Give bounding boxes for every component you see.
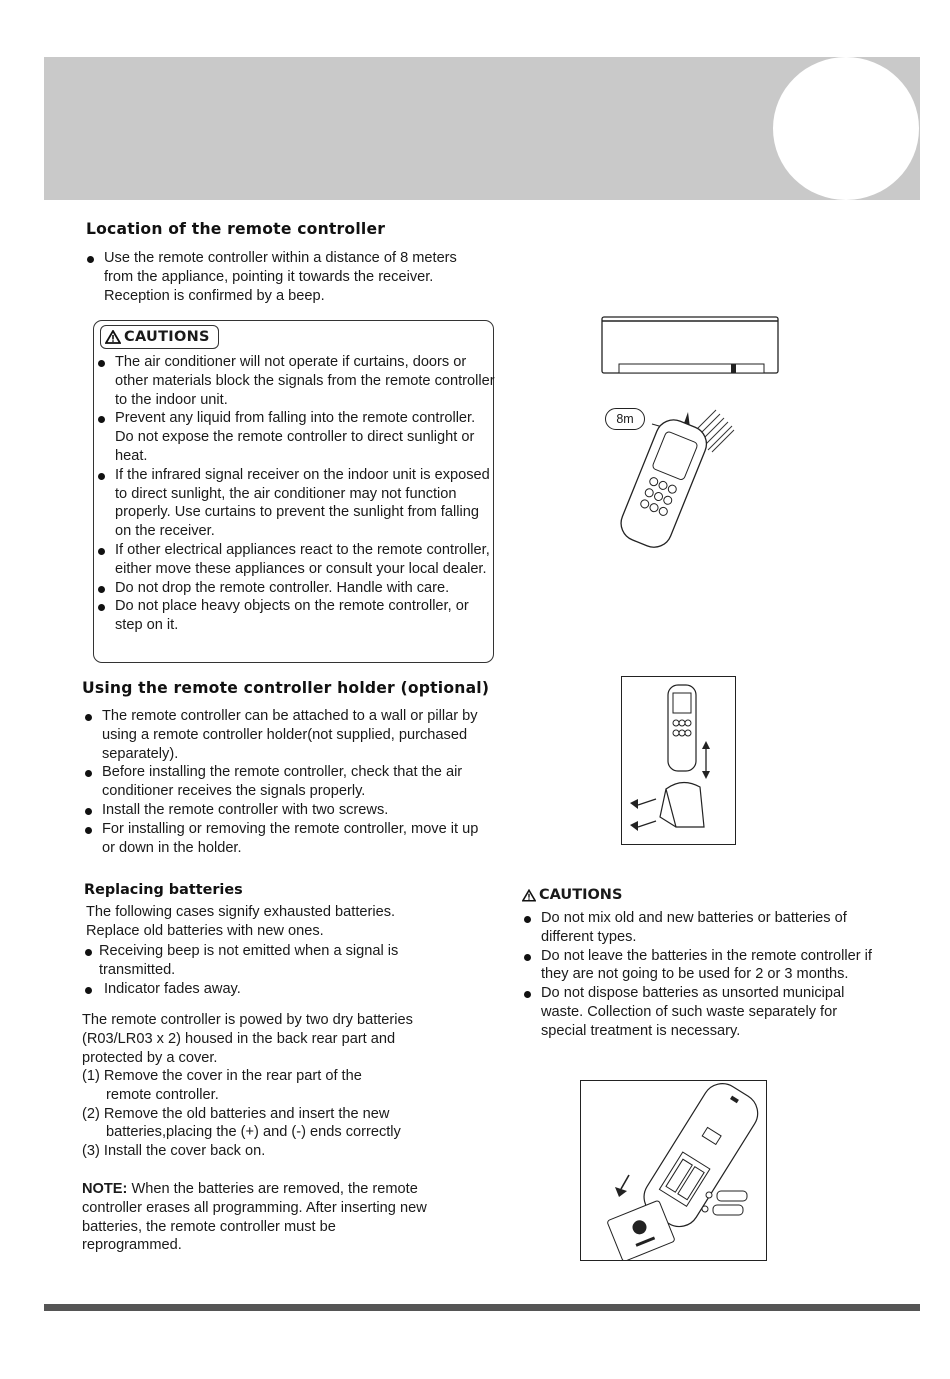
cautions-list [97,353,495,635]
note-label: NOTE: [82,1181,128,1197]
batteries-power-text: The remote controller is powed by two dry batteries (R03/LR03 x 2) housed in the back rear part and protected by a cover. [82,1012,413,1066]
holder-bullet: Install the remote controller with two screws. [84,801,494,820]
cautions-tag [100,325,219,349]
caution-item: Do not drop the remote controller. Handle with care. [97,579,495,598]
battery-step: (1) Remove the cover in the rear part of the [82,1068,362,1084]
location-bullets [86,249,466,305]
section-title-batteries: Replacing batteries [84,882,243,898]
battery-step: (2) Remove the old batteries and insert the new [82,1105,390,1122]
remote-holder-illustration [622,677,735,844]
holder-bullet: Before installing the remote controller, check that the air conditioner receives the signals properly. [84,763,494,801]
warning-icon [522,889,536,902]
indoor-unit-illustration [602,317,778,373]
holder-bullet: The remote controller can be attached to a wall or pillar by using a remote controller holder(not supplied, purchased separately). [84,707,494,763]
distance-label: 8m [605,408,645,430]
battery-cautions-label: CAUTIONS [539,887,623,903]
caution-item: The air conditioner will not operate if curtains, doors or other materials block the signals from the remote controller to the indoor unit. [97,353,495,409]
battery-cautions-list [523,909,875,1041]
battery-step: remote controller. [106,1086,219,1103]
batteries-intro-2: Replace old batteries with new ones. [86,923,324,939]
cautions-label: CAUTIONS [124,328,210,345]
section-title-location: Location of the remote controller [86,220,386,238]
remote-controller-illustration [616,414,712,552]
section-title-holder: Using the remote controller holder (optional) [82,679,490,697]
battery-caution-item: Do not leave the batteries in the remote controller if they are not going to be used for 2 or 3 months. [523,947,875,985]
holder-figure [621,676,736,845]
batteries-intro-1: The following cases signify exhausted batteries. [86,904,396,920]
caution-item: Do not place heavy objects on the remote controller, or step on it. [97,597,495,635]
holder-bullets [84,707,494,857]
caution-item: If the infrared signal receiver on the indoor unit is exposed to direct sunlight, the air conditioner may not function properly. Use curtains to prevent the sunlight from falling on the receiver. [97,466,495,541]
batteries-bullet: Indicator fades away. [84,980,424,999]
note-text: When the batteries are removed, the remote controller erases all programming. After inserting new batteries, the remote controller must be reprogrammed. [82,1181,427,1254]
remote-distance-illustration [596,312,786,582]
battery-caution-item: Do not dispose batteries as unsorted municipal waste. Collection of such waste separately for special treatment is necessary. [523,984,875,1040]
battery-caution-item: Do not mix old and new batteries or batteries of different types. [523,909,875,947]
battery-step: (3) Install the cover back on. [82,1143,266,1160]
battery-cautions-heading [522,886,622,905]
batteries-bullet: Receiving beep is not emitted when a signal is transmitted. [84,942,424,980]
battery-figure [580,1080,767,1261]
battery-replacement-illustration [581,1081,766,1260]
batteries-bullets [84,942,424,998]
caution-item: Prevent any liquid from falling into the remote controller. Do not expose the remote controller to direct sunlight or heat. [97,409,495,465]
footer-bar [44,1304,920,1311]
location-bullet: Use the remote controller within a distance of 8 meters from the appliance, pointing it towards the receiver. Reception is confirmed by a beep. [86,249,466,305]
holder-bullet: For installing or removing the remote controller, move it up or down in the holder. [84,820,494,858]
page-badge-circle [773,57,919,200]
battery-step: batteries,placing the (+) and (-) ends correctly [106,1124,401,1141]
batteries-note [82,1180,427,1255]
warning-icon [105,330,121,344]
caution-item: If other electrical appliances react to the remote controller, either move these appliances or consult your local dealer. [97,541,495,579]
batteries-steps [82,1067,442,1161]
